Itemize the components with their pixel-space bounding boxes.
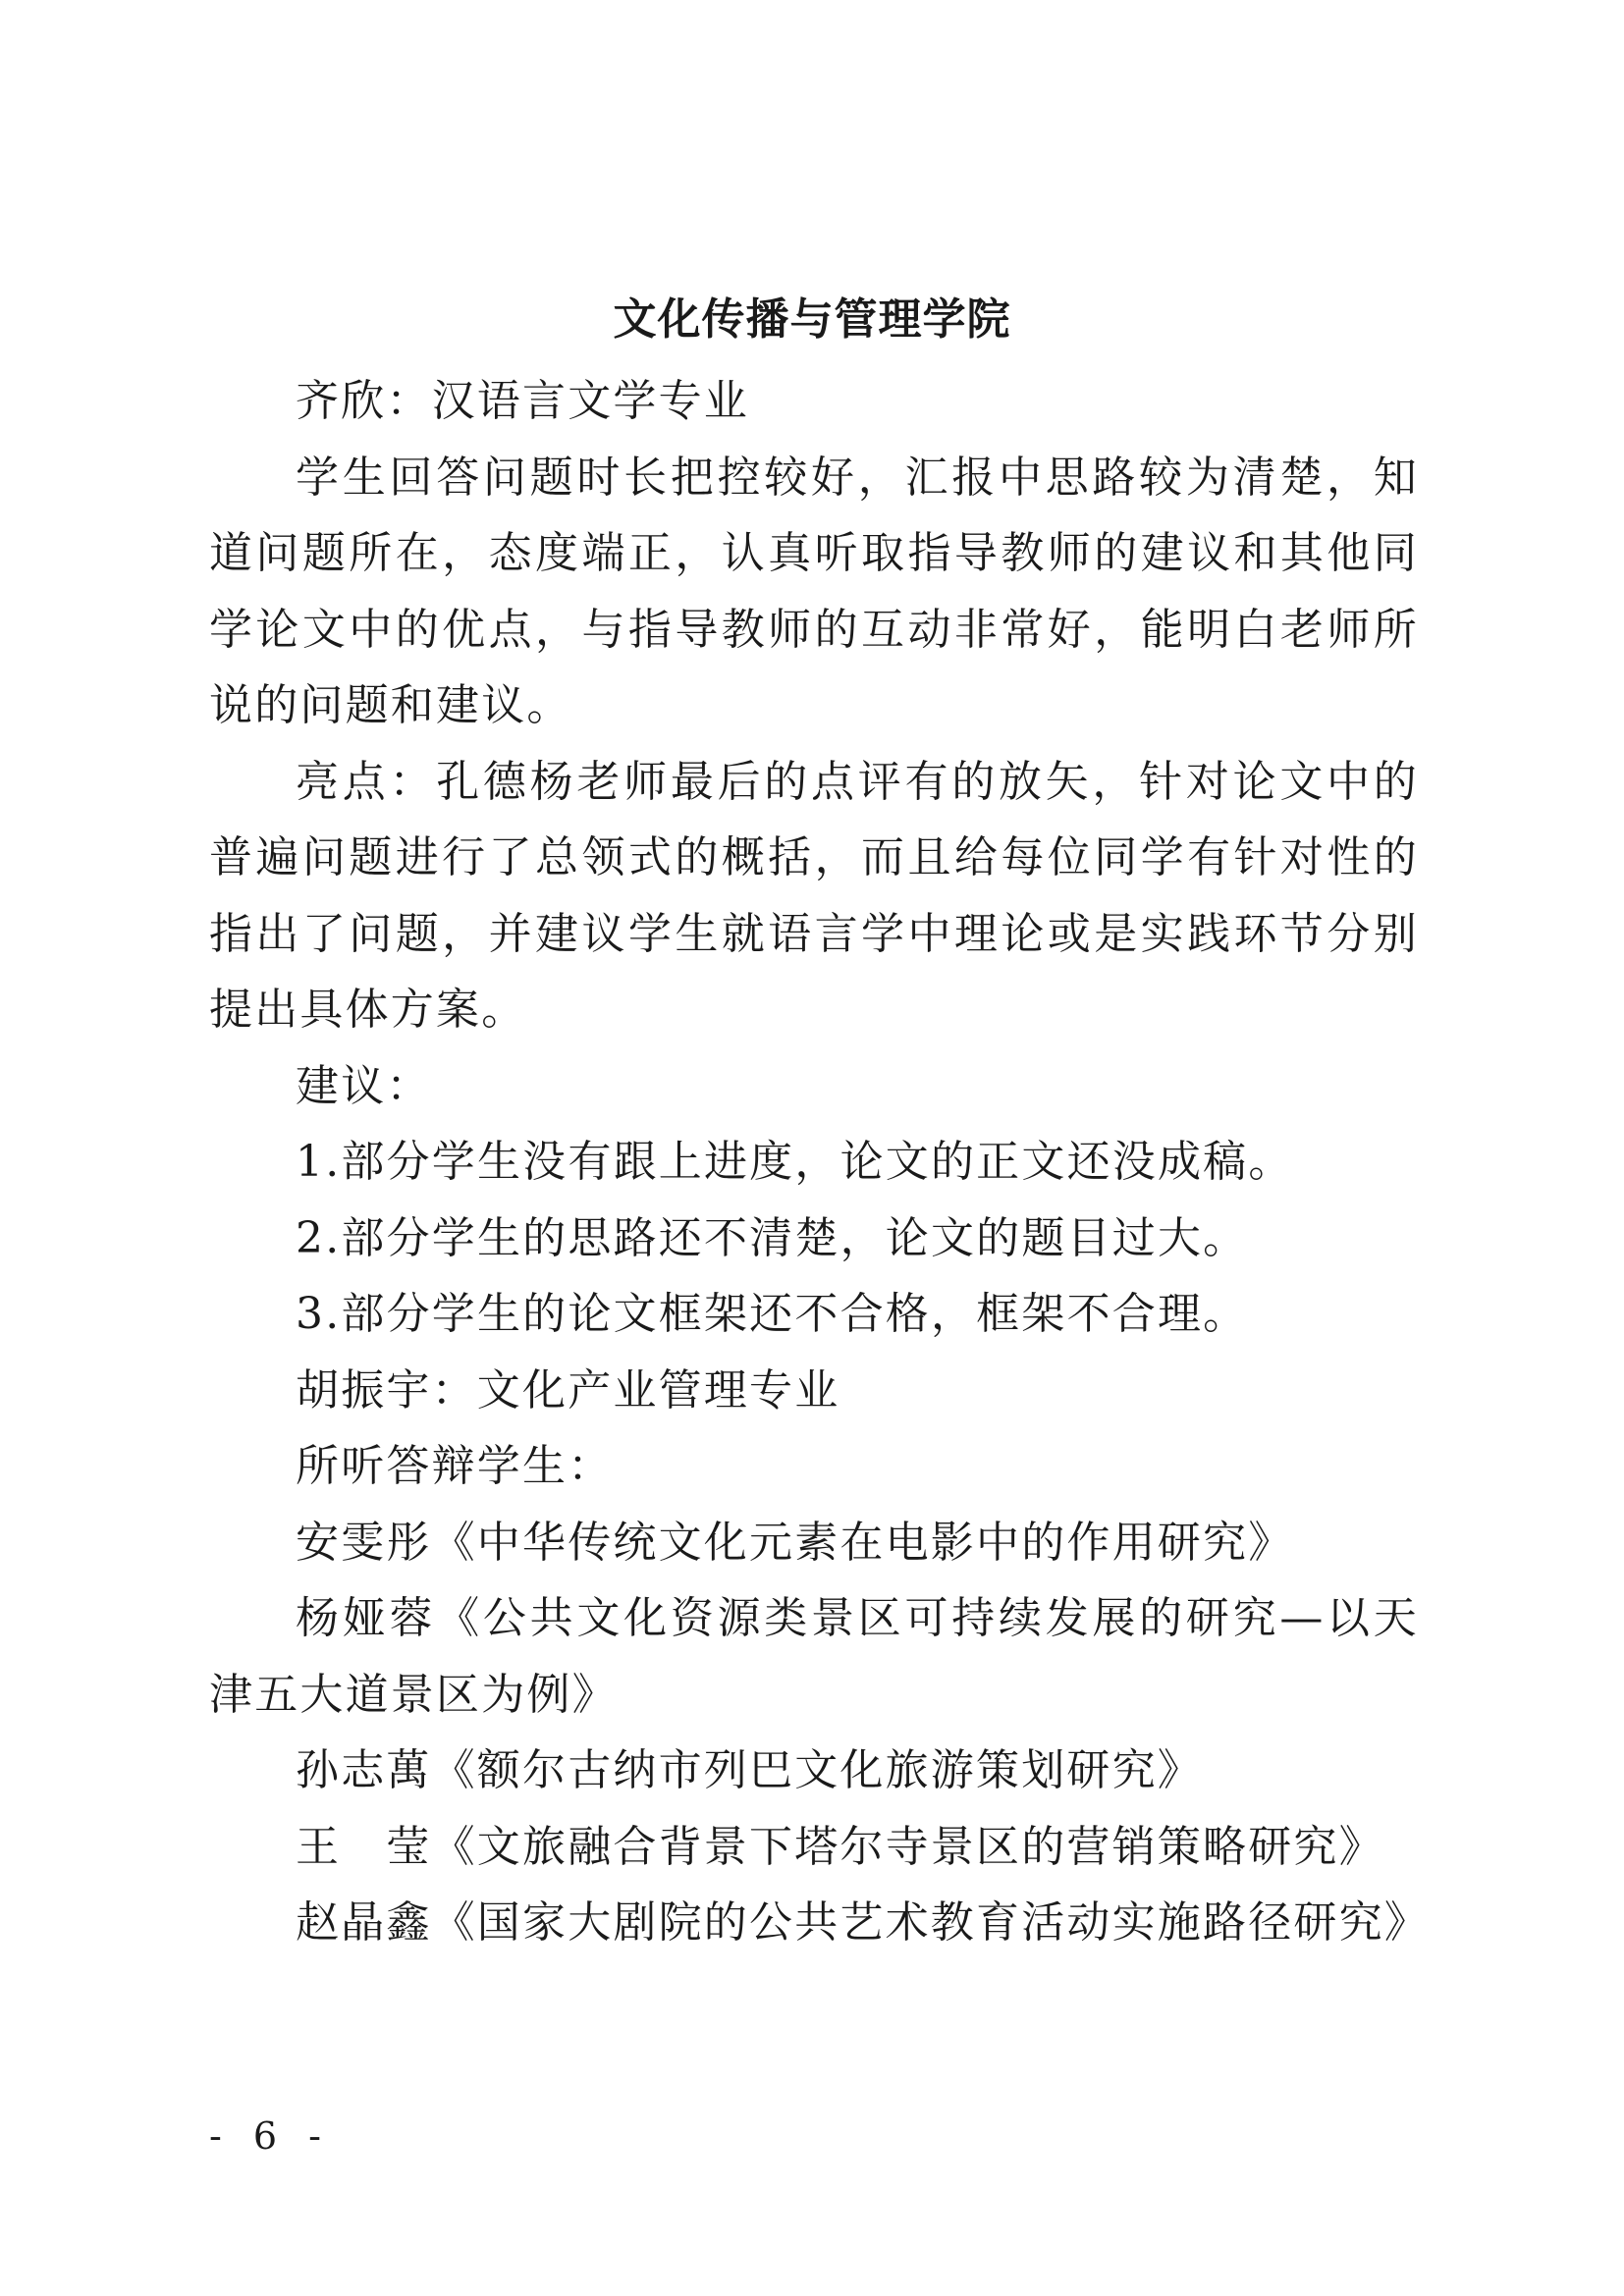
students-heading: 所听答辩学生： xyxy=(296,1441,614,1491)
suggestion-item: 3.部分学生的论文框架还不合格，框架不合理。 xyxy=(296,1289,1249,1339)
student-thesis-item: 王 莹《文旅融合背景下塔尔寺景区的营销策略研究》 xyxy=(296,1821,1384,1872)
page-number: - 6 - xyxy=(209,2114,332,2158)
document-body xyxy=(209,363,1430,1961)
reviewer-heading: 齐欣：汉语言文学专业 xyxy=(296,376,749,426)
reviewer-heading: 胡振宇：文化产业管理专业 xyxy=(296,1364,840,1415)
paragraph: 亮点：孔德杨老师最后的点评有的放矢，针对论文中的普遍问题进行了总领式的概括，而且给每位同学有针对性的指出了问题，并建议学生就语言学中理论或是实践环节分别提出具体方案。 xyxy=(209,756,1419,1035)
suggestion-item: 1.部分学生没有跟上进度，论文的正文还没成稿。 xyxy=(296,1137,1294,1187)
student-thesis-item: 杨娅蓉《公共文化资源类景区可持续发展的研究—以天津五大道景区为例》 xyxy=(209,1593,1419,1720)
paragraph: 学生回答问题时长把控较好，汇报中思路较为清楚，知道问题所在，态度端正，认真听取指导教师的建议和其他同学论文中的优点，与指导教师的互动非常好，能明白老师所说的问题和建议。 xyxy=(209,452,1419,730)
student-thesis-item: 孙志萬《额尔古纳市列巴文化旅游策划研究》 xyxy=(296,1745,1203,1795)
student-thesis-item: 安雯彤《中华传统文化元素在电影中的作用研究》 xyxy=(296,1517,1294,1568)
suggestion-heading: 建议： xyxy=(296,1060,432,1111)
suggestion-item: 2.部分学生的思路还不清楚，论文的题目过大。 xyxy=(296,1212,1249,1263)
student-thesis-item: 赵晶鑫《国家大剧院的公共艺术教育活动实施路径研究》 xyxy=(296,1897,1430,1948)
section-title: 文化传播与管理学院 xyxy=(613,294,1011,345)
